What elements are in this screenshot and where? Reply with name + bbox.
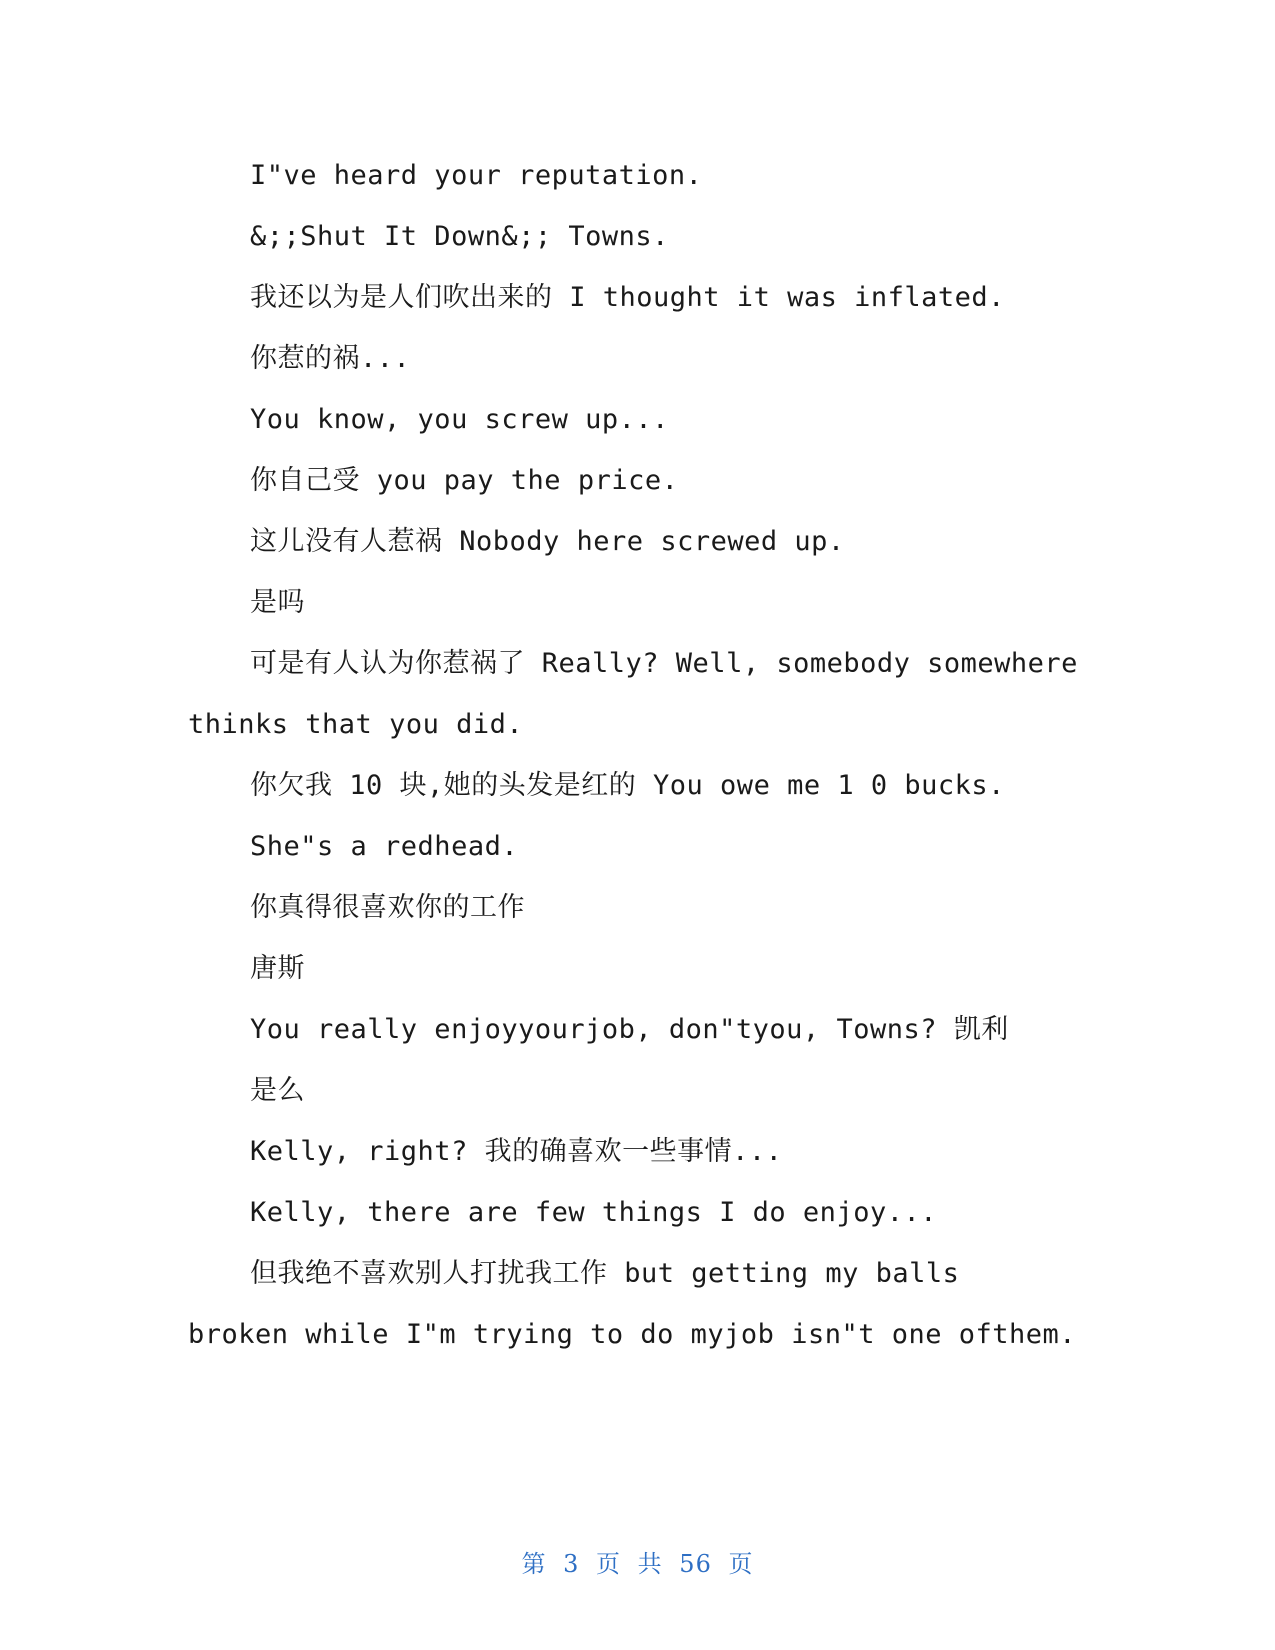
text-line: You know, you screw up... [250, 404, 669, 435]
text-line: She"s a redhead. [250, 831, 519, 862]
text-line: 可是有人认为你惹祸了 Really? Well, somebody somewhere [250, 648, 1078, 679]
text-line: 是吗 [250, 587, 305, 618]
text-line: I"ve heard your reputation. [250, 160, 703, 191]
text-line: 我还以为是人们吹出来的 I thought it was inflated. [250, 282, 1005, 313]
text-line: 唐斯 [250, 953, 305, 984]
text-line: Kelly, right? 我的确喜欢一些事情... [250, 1136, 783, 1167]
text-line: 这儿没有人惹祸 Nobody here screwed up. [250, 526, 845, 557]
page-number-footer: 第 3 页 共 56 页 [521, 1550, 754, 1578]
text-line-continuation: thinks that you did. [188, 709, 524, 740]
text-line: 你真得很喜欢你的工作 [250, 892, 525, 923]
document-body [188, 145, 1088, 1365]
text-line: &;;Shut It Down&;; Towns. [250, 221, 669, 252]
text-line: 是么 [250, 1075, 305, 1106]
text-line: You really enjoyyourjob, don"tyou, Towns? 凯利 [250, 1014, 1009, 1045]
text-line: 你欠我 10 块,她的头发是红的 You owe me 1 0 bucks. [250, 770, 1005, 801]
text-line: 但我绝不喜欢别人打扰我工作 but getting my balls [250, 1258, 960, 1289]
text-line: Kelly, there are few things I do enjoy... [250, 1197, 937, 1228]
text-line: 你惹的祸... [250, 343, 411, 374]
text-line: 你自己受 you pay the price. [250, 465, 679, 496]
text-line-continuation: broken while I"m trying to do myjob isn"t one ofthem. [188, 1319, 1077, 1350]
